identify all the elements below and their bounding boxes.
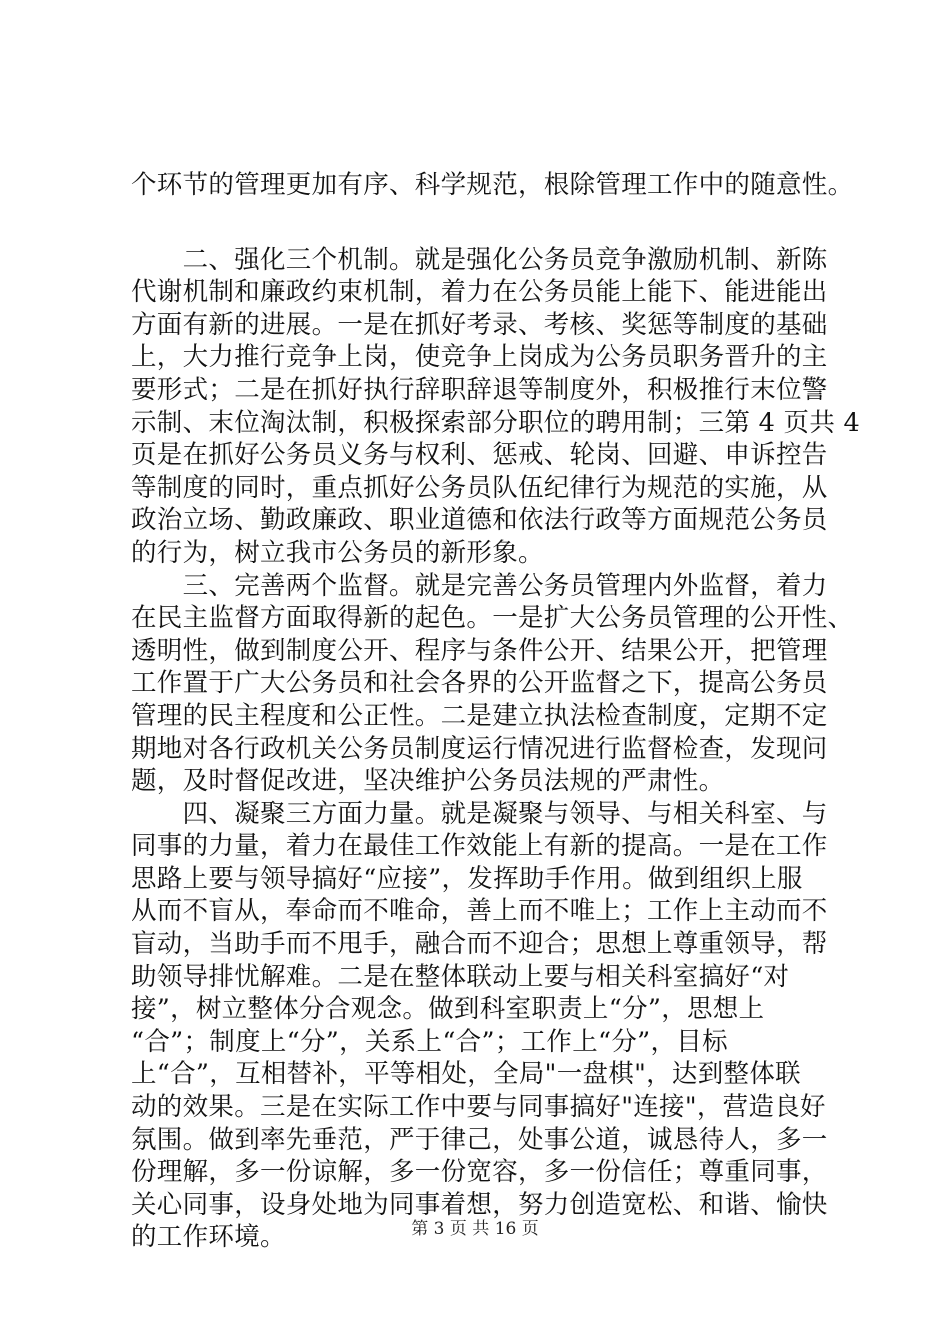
body-paragraphs [131,244,861,1254]
text-line: 透明性，做到制度公开、程序与条件公开、结果公开，把管理 [131,635,828,666]
text-line: 方面有新的进展。一是在抓好考录、考核、奖惩等制度的基础 [131,309,828,340]
text-line: 的工作环境。 [131,1222,286,1253]
text-line: 关心同事，设身处地为同事着想，努力创造宽松、和谐、愉快 [131,1189,828,1220]
text-line: 工作置于广大公务员和社会各界的公开监督之下，提高公务员 [131,668,828,699]
text-line: 的行为，树立我市公务员的新形象。 [131,537,544,568]
text-line: 上“合”，互相替补，平等相处，全局"一盘棋"，达到整体联 [131,1059,801,1090]
text-line: 管理的民主程度和公正性。二是建立执法检查制度，定期不定 [131,700,828,731]
text-line: 题，及时督促改进，坚决维护公务员法规的严肃性。 [131,766,725,797]
text-line: 上，大力推行竞争上岗，使竞争上岗成为公务员职务晋升的主 [131,342,828,373]
page-number-footer: 第 3 页 共 16 页 [411,1219,539,1239]
text-line: 盲动，当助手而不甩手，融合而不迎合；思想上尊重领导，帮 [131,929,828,960]
text-line: “合”；制度上“分”，关系上“合”；工作上“分”，目标 [131,1026,728,1057]
text-line: 政治立场、勤政廉政、职业道德和依法行政等方面规范公务员 [131,505,828,536]
text-line: 思路上要与领导搞好“应接”，发挥助手作用。做到组织上服 [131,863,803,894]
text-line: 同事的力量，着力在最佳工作效能上有新的提高。一是在工作 [131,831,828,862]
text-line: 动的效果。三是在实际工作中要与同事搞好"连接"，营造良好 [131,1092,826,1123]
text-line: 示制、末位淘汰制，积极探索部分职位的聘用制；三第 4 页共 4 [131,407,861,438]
text-line: 期地对各行政机关公务员制度运行情况进行监督检查，发现问 [131,733,828,764]
text-line: 从而不盲从，奉命而不唯命，善上而不唯上；工作上主动而不 [131,896,828,927]
text-line: 代谢机制和廉政约束机制，着力在公务员能上能下、能进能出 [131,277,828,308]
text-line: 等制度的同时，重点抓好公务员队伍纪律行为规范的实施，从 [131,472,828,503]
text-line: 个环节的管理更加有序、科学规范，根除管理工作中的随意性。 [131,170,854,200]
text-line: 四、凝聚三方面力量。就是凝聚与领导、与相关科室、与 [131,798,828,829]
text-line: 页是在抓好公务员义务与权利、惩戒、轮岗、回避、申诉控告 [131,440,828,471]
text-line: 助领导排忧解难。二是在整体联动上要与相关科室搞好“对 [131,961,790,992]
text-line: 在民主监督方面取得新的起色。一是扩大公务员管理的公开性、 [131,603,854,634]
text-line: 二、强化三个机制。就是强化公务员竞争激励机制、新陈 [131,244,828,275]
text-line: 要形式；二是在抓好执行辞职辞退等制度外，积极推行末位警 [131,374,828,405]
text-line: 氛围。做到率先垂范，严于律己，处事公道，诚恳待人，多一 [131,1124,828,1155]
paragraph-gap [131,202,831,244]
text-line: 接”，树立整体分合观念。做到科室职责上“分”，思想上 [131,994,765,1025]
text-line: 三、完善两个监督。就是完善公务员管理内外监督，着力 [131,570,828,601]
text-line: 份理解，多一份谅解，多一份宽容，多一份信任；尊重同事， [131,1157,828,1188]
document-body [131,169,861,1254]
